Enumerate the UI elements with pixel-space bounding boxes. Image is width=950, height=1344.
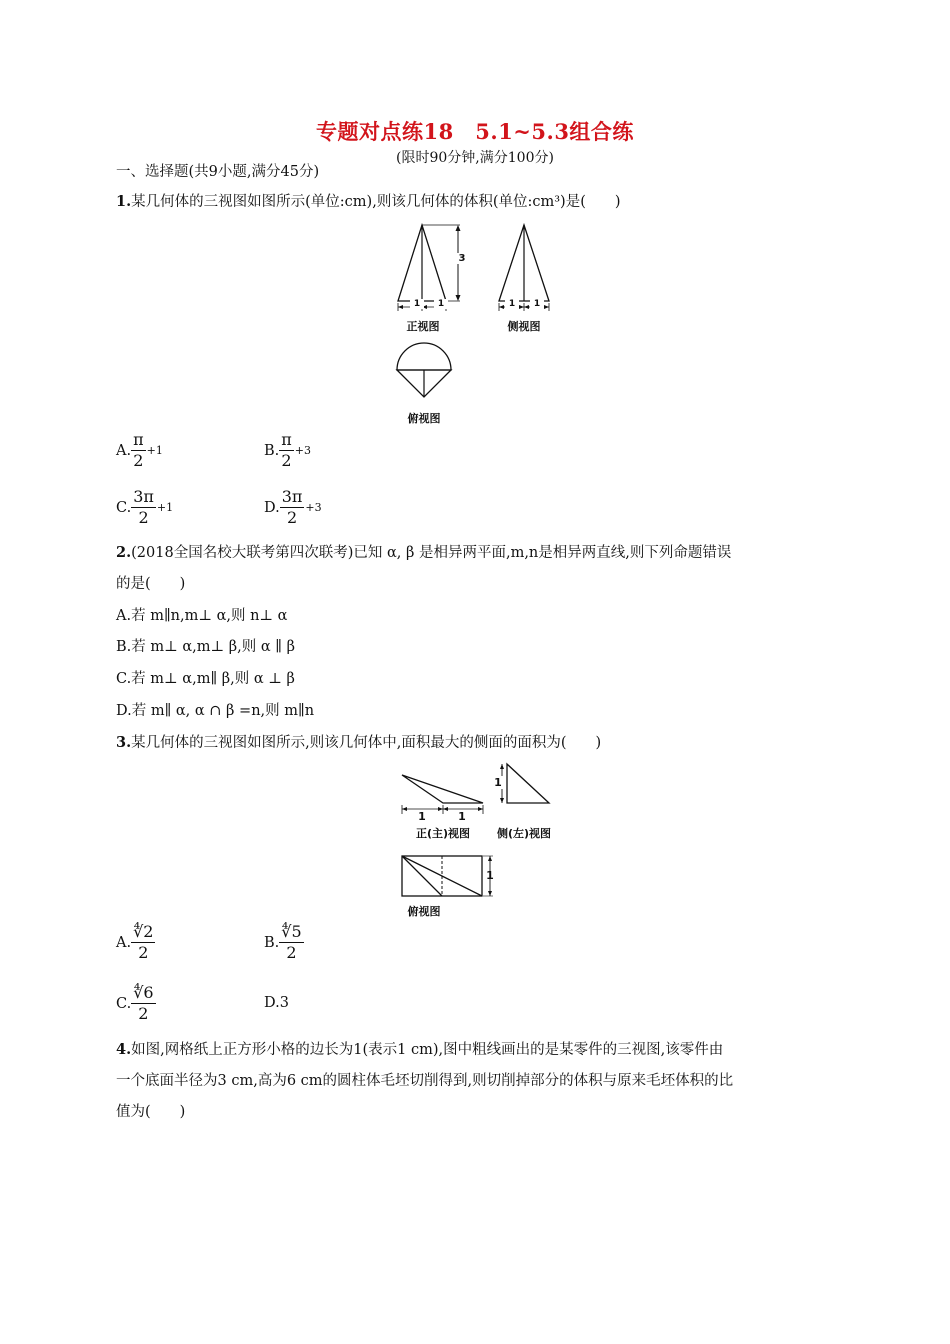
question-1-number: 1. [116, 193, 132, 210]
option-letter: C. [116, 499, 132, 516]
q3-front-view [398, 772, 488, 824]
q3-front-dim-left: 1 [418, 810, 426, 823]
q3-top-label: 俯视图 [407, 905, 441, 918]
q3-top-dim: 1 [486, 869, 494, 882]
question-2-line-2: 的是( ) [116, 576, 186, 592]
q1-height-label: 3 [455, 253, 469, 264]
q3-option-b[interactable] [264, 922, 304, 963]
q1-top-label: 俯视图 [407, 412, 441, 425]
q1-side-view [493, 218, 563, 318]
q1-option-c[interactable]: C. $\frac{3\pi}{2}$ +1 [116, 487, 174, 527]
q3-front-label: 正(主)视图 [415, 827, 471, 840]
q3-side-dim: 1 [494, 776, 502, 789]
q3-top-view [398, 853, 498, 901]
option-letter: A. [116, 934, 132, 951]
fraction: $\frac{∜5}{2}$ [281, 922, 302, 962]
section-heading: 一、选择题(共9小题,满分45分) [116, 164, 320, 180]
fraction: $\frac{3\pi}{2}$ [133, 487, 154, 527]
option-letter: B. [264, 442, 280, 459]
q1-option-a[interactable]: A. $\frac{\pi}{2}$ +1 [116, 430, 163, 470]
question-4-line-2: 一个底面半径为3 cm,高为6 cm的圆柱体毛坯切削得到,则切削掉部分的体积与原来毛坯体积的比 [116, 1073, 734, 1089]
q3-option-d[interactable]: D.3 [264, 995, 289, 1011]
question-3-number: 3. [116, 734, 132, 751]
q3-option-a[interactable] [116, 922, 155, 963]
q1-dim-label-left: 1 [410, 299, 424, 309]
fraction: $\frac{\pi}{2}$ [133, 430, 144, 470]
q2-option-a[interactable]: A.若 m∥n,m⊥ α,则 n⊥ α [116, 608, 288, 624]
q1-front-label: 正视图 [406, 320, 440, 333]
q1-option-b[interactable]: B. $\frac{\pi}{2}$ +3 [264, 430, 311, 470]
q1-side-dim-left: 1 [505, 299, 519, 309]
q1-option-d[interactable]: D. $\frac{3\pi}{2}$ +3 [264, 487, 322, 527]
option-letter: A. [116, 442, 132, 459]
fraction: $\frac{\pi}{2}$ [281, 430, 292, 470]
question-4-number: 4. [116, 1041, 132, 1058]
q1-dim-label-right: 1 [434, 299, 448, 309]
q1-side-dim-right: 1 [530, 299, 544, 309]
q2-option-b[interactable]: B.若 m⊥ α,m⊥ β,则 α ∥ β [116, 639, 295, 655]
question-2-number: 2. [116, 544, 132, 561]
q3-side-label: 侧(左)视图 [496, 827, 552, 840]
q1-top-view [392, 340, 456, 406]
option-letter: D. [264, 499, 280, 516]
option-letter: B. [264, 934, 280, 951]
q3-side-view [495, 760, 555, 808]
q1-front-view [392, 218, 472, 318]
question-1-text: 某几何体的三视图如图所示(单位:cm),则该几何体的体积(单位:cm³)是( ) [131, 194, 621, 210]
fraction: $\frac{∜6}{2}$ [133, 983, 154, 1023]
question-4-line-3: 值为( ) [116, 1104, 186, 1120]
q2-option-d[interactable]: D.若 m∥ α, α ∩ β =n,则 m∥n [116, 703, 315, 719]
fraction: $\frac{3\pi}{2}$ [281, 487, 303, 527]
fraction: $\frac{∜2}{2}$ [133, 922, 154, 962]
option-letter: C. [116, 995, 132, 1012]
q3-option-c[interactable] [116, 983, 156, 1024]
question-3: 3.某几何体的三视图如图所示,则该几何体中,面积最大的侧面的面积为( ) [116, 734, 602, 751]
question-2-line-1: 2.(2018全国名校大联考第四次联考)已知 α, β 是相异两平面,m,n是相异两直线,则下列命题错误 [116, 544, 732, 561]
page-title: 专题对点练18 5.1~5.3组合练 [316, 119, 634, 144]
q3-front-dim-right: 1 [458, 810, 466, 823]
q2-option-c[interactable]: C.若 m⊥ α,m∥ β,则 α ⊥ β [116, 671, 295, 687]
q1-side-label: 侧视图 [507, 320, 541, 333]
question-1 [116, 192, 621, 212]
question-4-line-1: 4.如图,网格纸上正方形小格的边长为1(表示1 cm),图中粗线画出的是某零件的三视图,该零件由 [116, 1041, 724, 1058]
page-subtitle: (限时90分钟,满分100分) [396, 150, 554, 166]
